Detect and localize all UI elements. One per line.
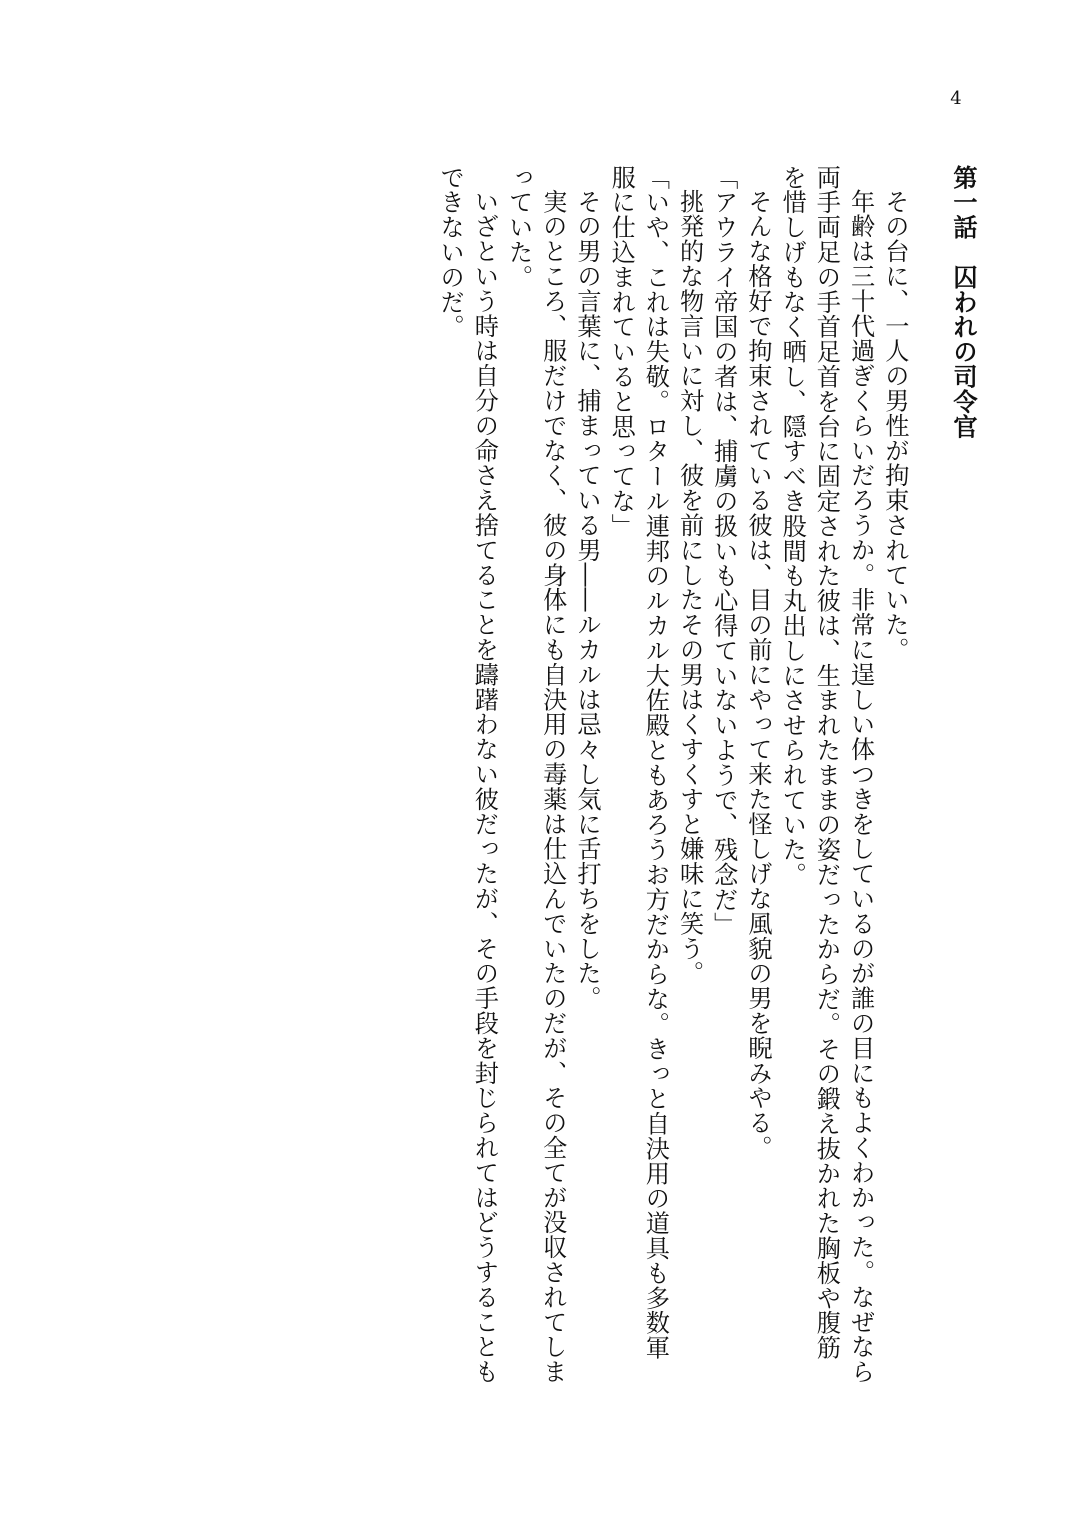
dialogue-2: 「いや、これは失敬。ロタール連邦のルカル大佐殿ともあろうお方だからな。きっと自決用の道具も多数軍服に仕込まれていると思ってな」	[607, 165, 670, 1361]
paragraph-4: 挑発的な物言いに対し、彼を前にしたその男はくすくすと嫌味に笑う。	[675, 189, 704, 986]
paragraph-6: 実のところ、服だけでなく、彼の身体にも自決用の毒薬は仕込んでいたのだが、その全てが没収されてしまっていた。	[504, 165, 567, 1385]
paragraph-5: その男の言葉に、捕まっている男――ルカルは忌々し気に舌打ちをした。	[572, 189, 601, 1011]
chapter-spacer	[912, 165, 946, 1385]
paragraph-1: その台に、一人の男性が拘束されていた。	[880, 189, 909, 663]
vertical-text-body	[190, 165, 980, 1385]
paragraph-3: そんな格好で拘束されている彼は、目の前にやって来た怪しげな風貌の男を睨みやる。	[743, 189, 772, 1161]
paragraph-2: 年齢は三十代過ぎくらいだろうか。非常に逞しい体つきをしているのが誰の目にもよくわかった。なぜなら両手両足の手首足首を台に固定された彼は、生まれたままの姿だったからだ。その鍛え抜かれた胸板や腹筋を惜しげもなく晒し、隠すべき股間も丸出しにさせられていた。	[778, 165, 875, 1385]
dialogue-1: 「アウライ帝国の者は、捕虜の扱いも心得ていないようで、残念だ」	[709, 165, 738, 937]
paragraph-7: いざという時は自分の命さえ捨てることを躊躇わない彼だったが、その手段を封じられてはどうすることもできないのだ。	[436, 165, 499, 1385]
chapter-title: 第一話 囚われの司令官	[949, 165, 978, 439]
page-number: 4	[950, 88, 962, 109]
